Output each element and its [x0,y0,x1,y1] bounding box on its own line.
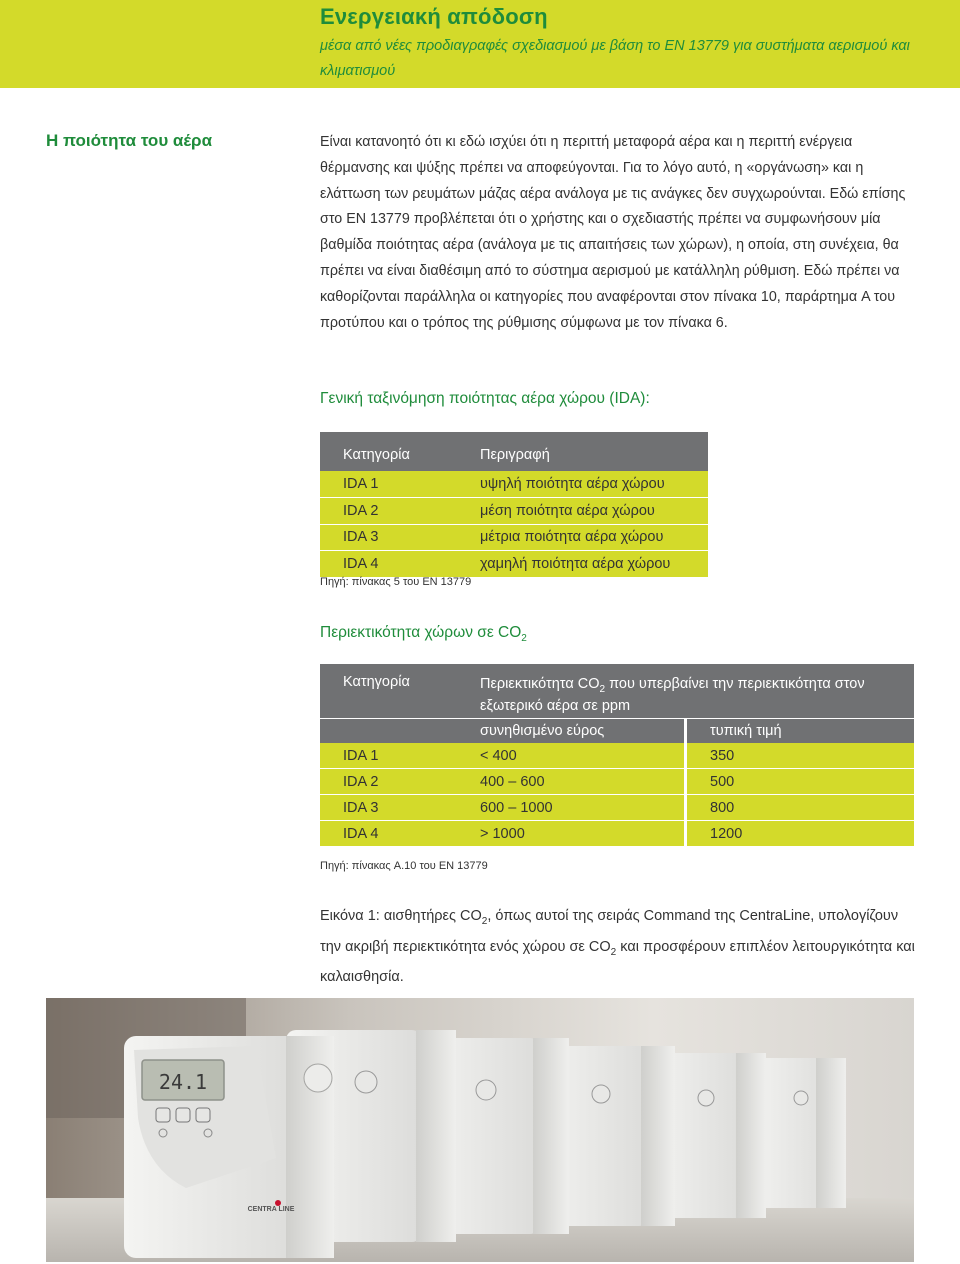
column-header-category: Κατηγορία [320,664,457,718]
cell-description: υψηλή ποιότητα αέρα χώρου [457,471,708,498]
page-subtitle: μέσα από νέες προδιαγραφές σχεδιασμού με βάση το EN 13779 για συστήματα αερισμού και κλιματισμού [320,38,910,79]
cell-category: IDA 1 [320,471,457,498]
table2-title-subscript: 2 [521,633,527,645]
table-header-row [320,432,708,471]
sensor-device-front [124,1036,334,1258]
header-text: που υπερβαίνει την περιεκτικότητα στον [605,675,865,692]
column-header-category: Κατηγορία [320,432,457,471]
table1-title: Γενική ταξινόμηση ποιότητας αέρα χώρου (IDA): [320,390,650,407]
table-row [320,471,708,498]
cell-category: IDA 4 [320,821,457,847]
table-row [320,769,914,795]
brand-logo: CENTRA LINE [247,1206,295,1213]
header-subscript: 2 [599,683,606,695]
cell-typical: 1200 [684,821,914,847]
table1-source: Πηγή: πίνακας 5 του EN 13779 [320,576,472,588]
cell-range: > 1000 [457,821,684,847]
table2-title [320,624,527,644]
cell-category: IDA 2 [320,769,457,795]
cell-description: χαμηλή ποιότητα αέρα χώρου [457,551,708,578]
lcd-reading: 24.1 [158,1070,208,1094]
cell-category: IDA 3 [320,525,457,552]
co2-concentration-table [320,664,914,847]
header-text: Περιεκτικότητα CO [480,675,600,692]
page-title: Ενεργειακή απόδοση [320,4,548,29]
cell-category: IDA 2 [320,498,457,525]
column-header-co2-concentration-line2: εξωτερικό αέρα σε ppm [457,698,914,718]
cell-category: IDA 1 [320,743,457,769]
cell-range: 600 – 1000 [457,795,684,821]
table-row [320,525,708,552]
ida-classification-table [320,432,708,578]
table-row [320,821,914,847]
table-header-row [320,664,914,698]
cell-typical: 500 [684,769,914,795]
column-header-empty [320,718,457,743]
column-header-description: Περιγραφή [457,432,708,471]
body-paragraph: Είναι κατανοητό ότι κι εδώ ισχύει ότι η περιττή μεταφορά αέρα και η περιττή ενέργεια θέρμανσης και ψύξης πρέπει να αποφεύγονται. Για το λόγο αυτό, η «οργάνωση» και η ελάττωση των ρευμάτων μάζας αέρα ανάλογα με τις ανάγκες δεν συγχωρούνται. Εδώ επίσης στο EN 13779 προβλέπεται ότι ο χρήστης και ο σχεδιαστής πρέπει να συμφωνήσουν μία βαθμίδα ποιότητας αέρα (ανάλογα με τις απαιτήσεις των χώρων), η οποία, στη συνέχεια, θα πρέπει να είναι διαθέσιμη από το σύστημα αερισμού με κατάλληλη ρύθμιση. Εδώ πρέπει να καθορίζονται παράλληλα οι κατηγορίες που αναφέρονται στον πίνακα 10, παράρτημα A του προτύπου και ο τρόπος της ρύθμισης σύμφωνα με τον πίνακα 6. [320,134,906,331]
cell-range: < 400 [457,743,684,769]
column-header-co2-concentration [457,664,914,698]
table-row [320,795,914,821]
caption-text: , όπως αυτοί της σειράς Command της CentraLine, υπολογίζουν την ακριβή περιεκτικότητα ενός χώρου σε CO [320,908,899,955]
column-header-range: συνηθισμένο εύρος [457,718,684,743]
table-header-row [320,718,914,743]
section-side-heading: Η ποιότητα του αέρα [46,131,213,150]
co2-sensors-photo [46,998,914,1262]
cell-description: μέτρια ποιότητα αέρα χώρου [457,525,708,552]
cell-range: 400 – 600 [457,769,684,795]
table2-title-text: Περιεκτικότητα χώρων σε CO [320,624,522,641]
column-header-typical: τυπική τιμή [684,718,914,743]
caption-text: Εικόνα 1: αισθητήρες CO [320,908,482,924]
caption-text: και προσφέρουν επιπλέον λειτουργικότητα και καλαισθησία. [320,938,915,986]
cell-category: IDA 4 [320,551,457,578]
cell-description: μέση ποιότητα αέρα χώρου [457,498,708,525]
table2-source: Πηγή: πίνακας A.10 του EN 13779 [320,860,488,872]
table-row [320,498,708,525]
cell-category: IDA 3 [320,795,457,821]
caption-subscript: 2 [481,915,488,927]
cell-typical: 800 [684,795,914,821]
table-row [320,551,708,578]
table-row [320,743,914,769]
page-header-band [0,0,960,88]
figure-caption [320,904,920,991]
caption-subscript: 2 [610,946,617,958]
cell-typical: 350 [684,743,914,769]
